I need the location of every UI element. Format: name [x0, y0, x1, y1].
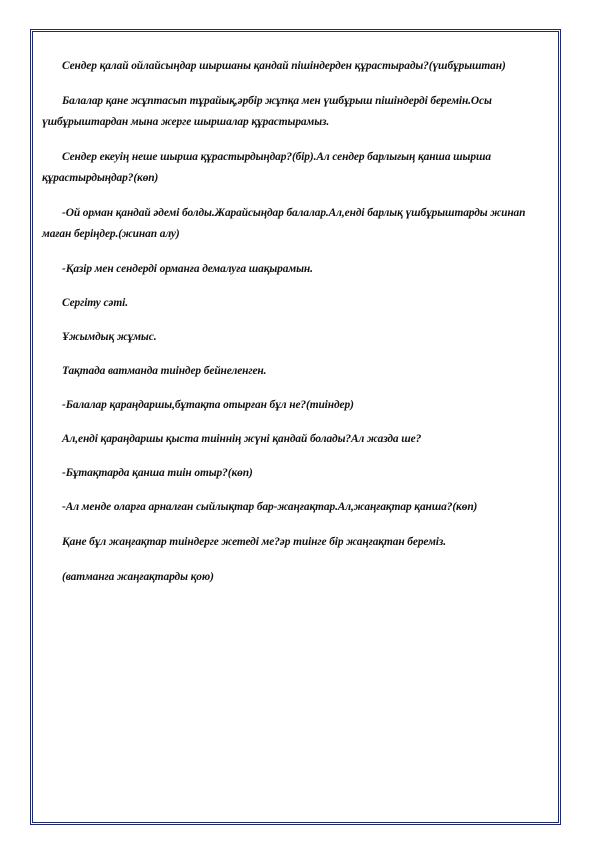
paragraph-nuts-gifts: -Ал менде оларға арналған сыйлықтар бар-жаңғақтар.Ал,жаңғақтар қанша?(көп): [62, 501, 478, 513]
paragraph-warmup: Сергіту сәті.: [62, 297, 128, 309]
paragraph-forest-beautiful: -Ой орман қандай әдемі болды.Жарайсыңдар балалар.Ал,енді барлық үшбұрыштарды жинап маған беріңдер.(жинап алу): [42, 207, 526, 240]
paragraph-squirrel-fur: Ал,енді қараңдаршы қыста тиіннің жүні қандай болады?Ал жазда ше?: [62, 433, 422, 445]
paragraph-pair-up: Балалар қане жұптасып тұрайық,әрбір жұпқа мен үшбұрыш пішіндерді беремін.Осы үшбұрыштардан мына жерге шыршалар құрастырамыз.: [42, 95, 492, 128]
paragraph-enough-nuts: Қане бұл жаңғақтар тиіндерге жетеді ме?әр тиінге бір жаңғақтан береміз.: [62, 536, 446, 548]
paragraph-board-squirrels: Тақтада ватманда тиіндер бейнеленген.: [62, 365, 267, 377]
paragraph-question-shapes: Сендер қалай ойлайсыңдар шыршаны қандай пішіндерден құрастырады?(үшбұрыштан): [62, 60, 506, 72]
paragraph-how-many-trees: Сендер екеуің неше шырша құрастырдыңдар?(бір).Ал сендер барлығың қанша шырша құрастырдыңдар?(көп): [42, 151, 491, 184]
document-body: [42, 56, 546, 602]
paragraph-place-nuts: (ватманға жаңғақтарды қою): [62, 571, 214, 583]
paragraph-group-work: Ұжымдық жұмыс.: [62, 331, 157, 343]
paragraph-what-on-branch: -Балалар қараңдаршы,бұтақта отырған бұл не?(тиіндер): [62, 399, 354, 411]
paragraph-how-many-squirrels: -Бұтақтарда қанша тиін отыр?(көп): [62, 467, 253, 479]
paragraph-invite-forest: -Қазір мен сендерді орманға демалуға шақырамын.: [62, 263, 313, 275]
